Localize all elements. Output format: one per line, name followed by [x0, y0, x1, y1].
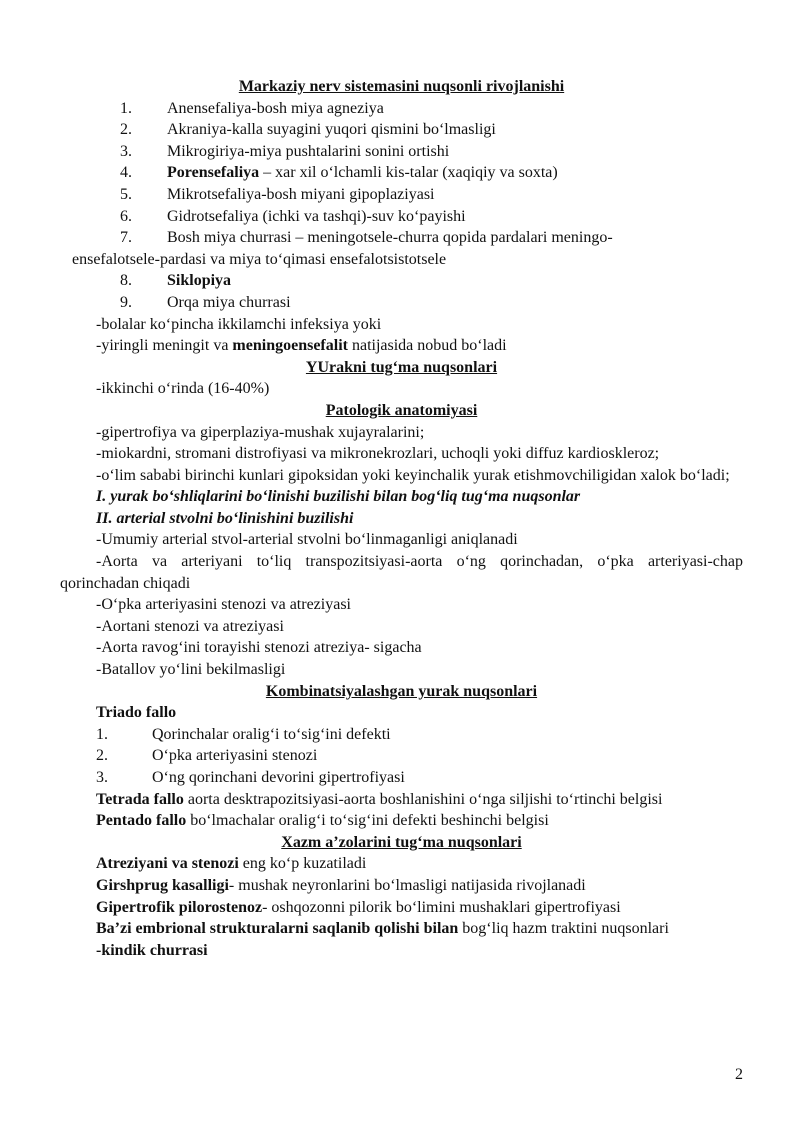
section-title-heart: YUrakni tug‘ma nuqsonlari: [305, 358, 498, 376]
item-text: – xar xil o‘lchamli kis-talar (xaqiqiy va soxta): [259, 164, 558, 182]
subheading: II. arterial stvolni bo‘linishini buzilishi: [96, 509, 354, 527]
item-text: Mikrogiriya-miya pushtalarini sonini ortishi: [167, 142, 450, 160]
item-number: 6.: [120, 207, 132, 225]
paragraph: -bolalar ko‘pincha ikkilamchi infeksiya yoki: [96, 315, 382, 333]
paragraph: -O‘pka arteriyasini stenozi va atreziyasi: [96, 596, 351, 614]
bold-text: Tetrada fallo: [96, 790, 184, 808]
list-item: [60, 292, 743, 314]
text: bog‘liq hazm traktini nuqsonlari: [458, 920, 669, 938]
section-title-pathology: Patologik anatomiyasi: [325, 401, 478, 419]
item-text: O‘ng qorinchani devorini gipertrofiyasi: [152, 769, 405, 786]
bold-text: Ba’zi embrional strukturalarni saqlanib qolishi bilan: [96, 920, 459, 938]
list-item: [60, 767, 743, 789]
item-number: 1.: [96, 725, 108, 743]
paragraph: [60, 875, 743, 897]
paragraph: -kindik churrasi: [96, 941, 208, 959]
item-number: 7.: [120, 229, 132, 247]
text: -yiringli meningit va: [96, 337, 233, 355]
subheading: Triado fallo: [96, 704, 177, 722]
list-item: [60, 745, 743, 767]
text: - mushak neyronlarini bo‘lmasligi natijasida rivojlanadi: [228, 876, 586, 894]
paragraph: [60, 897, 743, 919]
bold-text: Girshprug kasalligi: [96, 876, 229, 894]
paragraph: [60, 918, 743, 940]
text: aorta desktrapozitsiyasi-aorta boshlanishini o‘nga siljishi to‘rtinchi belgisi: [183, 790, 663, 808]
paragraph: -Aorta va arteriyani to‘liq transpozitsiyasi-aorta o‘ng qorinchadan, o‘pka arteriyasi-chap qorinchadan chiqadi: [60, 553, 743, 592]
text: bo‘lmachalar oralig‘i to‘sig‘ini defekti beshinchi belgisi: [186, 812, 549, 830]
list-item: [60, 227, 743, 249]
paragraph: -Aortani stenozi va atreziyasi: [96, 617, 284, 635]
bold-text: Pentado fallo: [96, 812, 187, 830]
bold-text: Gipertrofik pilorostenoz: [96, 898, 263, 916]
item-text: Orqa miya churrasi: [167, 293, 291, 311]
list-item: [60, 162, 743, 184]
text: eng ko‘p kuzatiladi: [238, 855, 367, 873]
item-text: Gidrotsefaliya (ichki va tashqi)-suv ko‘payishi: [167, 207, 466, 225]
list-item: [60, 206, 743, 228]
item-number: 2.: [120, 121, 132, 139]
list-item: [60, 141, 743, 163]
document-page: [60, 76, 743, 961]
list-item: [60, 270, 743, 292]
paragraph: [60, 810, 743, 832]
item-text: Bosh miya churrasi – meningotsele-churra qopida pardalari meningo-: [167, 229, 613, 247]
paragraph: -o‘lim sababi birinchi kunlari gipoksidan yoki keyinchalik yurak etishmovchiligidan xalok bo‘ladi;: [96, 466, 730, 484]
item-text: Mikrotsefaliya-bosh miyani gipoplaziyasi: [167, 185, 435, 203]
item-number: 3.: [96, 769, 108, 786]
bold-text: meningoensefalit: [232, 337, 348, 355]
list-item: [60, 119, 743, 141]
nerv-list: [60, 98, 743, 314]
section-title-nerv: Markaziy nerv sistemasini nuqsonli rivojlanishi: [238, 78, 565, 95]
paragraph: [60, 789, 743, 811]
item-text: Qorinchalar oralig‘i to‘sig‘ini defekti: [152, 725, 391, 743]
section-title-combined: Kombinatsiyalashgan yurak nuqsonlari: [265, 682, 538, 700]
item-number: 3.: [120, 142, 132, 160]
section-title-digestive: Xazm a’zolarini tug‘ma nuqsonlari: [281, 833, 522, 851]
paragraph: -ikkinchi o‘rinda (16-40%): [96, 380, 270, 398]
item-text: Akraniya-kalla suyagini yuqori qismini bo‘lmasligi: [167, 121, 496, 139]
paragraph: -Umumiy arterial stvol-arterial stvolni bo‘linmaganligi aniqlanadi: [96, 531, 518, 549]
text: natijasida nobud bo‘ladi: [347, 337, 507, 355]
subheading: I. yurak bo‘shliqlarini bo‘linishi buzilishi bilan bog‘liq tug‘ma nuqsonlar: [96, 488, 581, 506]
list-item-continuation: ensefalotsele-pardasi va miya to‘qimasi ensefalotsistotsele: [72, 250, 447, 268]
list-item: [60, 184, 743, 206]
item-number: 9.: [120, 293, 132, 311]
paragraph: -miokardni, stromani distrofiyasi va mikronekrozlari, uchoqli yoki diffuz kardioskleroz;: [96, 445, 660, 463]
text: - oshqozonni pilorik bo‘limini mushaklari gipertrofiyasi: [262, 898, 621, 916]
item-text: Anensefaliya-bosh miya agneziya: [167, 99, 384, 117]
bold-text: Atreziyani va stenozi: [96, 855, 239, 873]
item-bold: Siklopiya: [167, 272, 232, 290]
item-bold: Porensefaliya: [167, 164, 260, 182]
paragraph: -gipertrofiya va giperplaziya-mushak xujayralarini;: [96, 423, 425, 441]
item-number: 2.: [96, 747, 108, 765]
item-number: 5.: [120, 185, 132, 203]
paragraph: [60, 335, 743, 357]
page-number: 2: [735, 1066, 743, 1083]
list-item: [60, 724, 743, 746]
list-item: [60, 98, 743, 120]
triado-list: [60, 724, 743, 789]
paragraph: [60, 853, 743, 875]
item-number: 8.: [120, 272, 132, 290]
item-number: 4.: [120, 164, 132, 182]
item-number: 1.: [120, 99, 132, 117]
paragraph: -Aorta ravog‘ini torayishi stenozi atreziya- sigacha: [96, 639, 422, 657]
item-text: O‘pka arteriyasini stenozi: [152, 747, 318, 765]
paragraph: -Batallov yo‘lini bekilmasligi: [96, 661, 286, 679]
